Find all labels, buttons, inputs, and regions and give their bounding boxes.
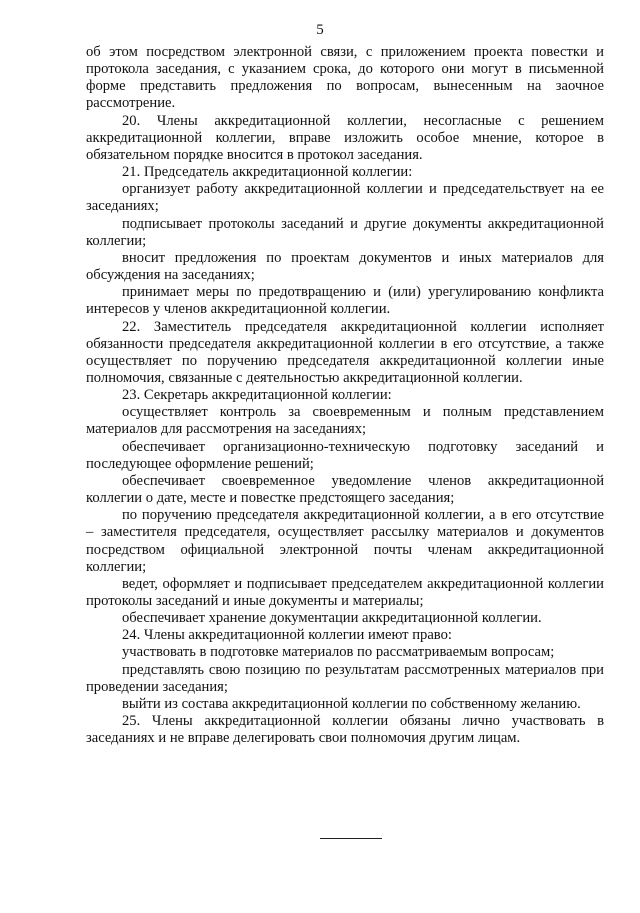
paragraph: обеспечивает своевременное уведомление членов аккредитационной коллегии о дате, месте и повестке предстоящего заседания; [86, 472, 604, 507]
paragraph: организует работу аккредитационной коллегии и председательствует на ее заседаниях; [86, 181, 604, 215]
paragraph: 25. Члены аккредитационной коллегии обязаны лично участвовать в заседаниях и не вправе делегировать свои полномочия другим лицам. [86, 713, 604, 747]
paragraph: обеспечивает хранение документации аккредитационной коллегии. [122, 610, 542, 627]
paragraph: об этом посредством электронной связи, с приложением проекта повестки и протокола заседания, с указанием срока, до которого они могут в письменной форме представить предложения по вопросам, вынесенным на заочное рассмотрение. [86, 44, 604, 112]
paragraph: подписывает протоколы заседаний и другие документы аккредитационной коллегии; [86, 215, 604, 249]
paragraph: представлять свою позицию по результатам рассмотренных материалов при проведении заседания; [86, 661, 604, 695]
page-number: 5 [316, 22, 324, 38]
paragraph: 21. Председатель аккредитационной коллегии: [122, 164, 413, 181]
paragraph: 20. Члены аккредитационной коллегии, несогласные с решением аккредитационной коллегии, вправе изложить особое мнение, которое в обязательном порядке вносится в протокол заседания. [86, 112, 604, 163]
paragraph: 22. Заместитель председателя аккредитационной коллегии исполняет обязанности председателя аккредитационной коллегии в его отсутствие, а также осуществляет по поручению председателя аккредитационной коллегии иные полномочия, связанные с деятельностью аккредитационной коллегии. [86, 318, 604, 386]
paragraph: ведет, оформляет и подписывает председателем аккредитационной коллегии протоколы заседаний и иные документы и материалы; [86, 575, 604, 609]
paragraph: выйти из состава аккредитационной коллегии по собственному желанию. [122, 695, 581, 712]
paragraph: осуществляет контроль за своевременным и полным представлением материалов для рассмотрения на заседаниях; [86, 404, 604, 438]
paragraph: вносит предложения по проектам документов и иных материалов для обсуждения на заседаниях; [86, 249, 604, 284]
paragraph: принимает меры по предотвращению и (или) урегулированию конфликта интересов у членов аккредитационной коллегии. [86, 284, 604, 318]
paragraph: 23. Секретарь аккредитационной коллегии: [122, 387, 392, 404]
paragraph: по поручению председателя аккредитационной коллегии, а в его отсутствие – заместителя председателя, осуществляет рассылку материалов и документов посредством официальной электронной почты членам аккредитационной коллегии; [86, 507, 604, 575]
paragraph: участвовать в подготовке материалов по рассматриваемым вопросам; [122, 644, 555, 661]
end-divider [320, 838, 382, 839]
paragraph: обеспечивает организационно-техническую подготовку заседаний и последующее оформление решений; [86, 438, 604, 472]
document-body [86, 44, 604, 747]
paragraph: 24. Члены аккредитационной коллегии имеют право: [122, 627, 452, 644]
